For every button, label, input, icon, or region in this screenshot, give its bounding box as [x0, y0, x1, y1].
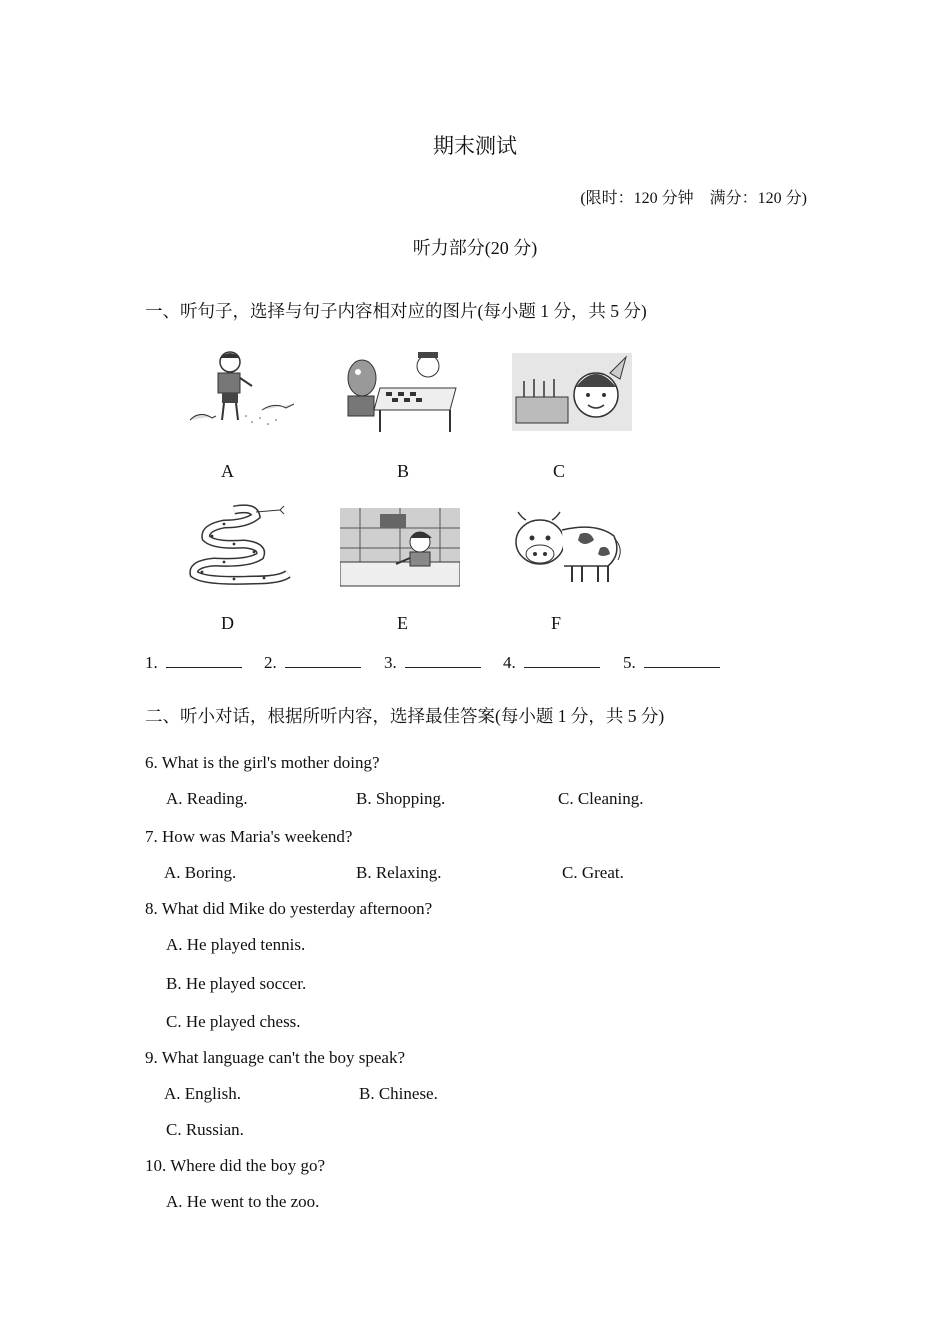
answer-blank[interactable]: 4.	[503, 651, 600, 673]
option[interactable]: A. English.	[164, 1084, 241, 1103]
option[interactable]: B. Relaxing.	[356, 863, 442, 882]
time-limit: (限时：120 分钟 满分：120 分)	[580, 190, 807, 207]
option[interactable]: A. Boring.	[164, 863, 237, 882]
answer-blank[interactable]: 3.	[384, 651, 481, 673]
snake-icon	[184, 502, 304, 586]
part-heading: 听力部分(20 分)	[412, 238, 538, 258]
option[interactable]: B. Chinese.	[359, 1084, 438, 1103]
picture-letter: F	[551, 613, 562, 633]
picture-letter: A	[221, 461, 234, 481]
option[interactable]: A. Reading.	[166, 789, 248, 808]
option[interactable]: C. Russian.	[166, 1120, 244, 1139]
option[interactable]: C. He played chess.	[166, 1012, 301, 1031]
option[interactable]: B. Shopping.	[356, 789, 446, 808]
picture-letter: E	[397, 613, 408, 633]
page-title: 期末测试	[433, 134, 517, 158]
question-text: 9. What language can't the boy speak?	[145, 1048, 406, 1067]
question-text: 6. What is the girl's mother doing?	[145, 753, 380, 772]
question-text: 8. What did Mike do yesterday afternoon?	[145, 899, 433, 918]
girl-cleaning-room-icon	[340, 505, 460, 589]
question-text: 7. How was Maria's weekend?	[145, 827, 353, 846]
picture-letter: B	[397, 461, 410, 481]
kids-playing-chess-icon	[340, 348, 460, 432]
option[interactable]: C. Cleaning.	[558, 789, 644, 808]
picture-letter: C	[553, 461, 566, 481]
birthday-boy-cake-icon	[512, 350, 632, 434]
answer-blank[interactable]: 5.	[623, 651, 720, 673]
option[interactable]: B. He played soccer.	[166, 974, 307, 993]
cow-icon	[510, 505, 630, 589]
answer-blank[interactable]: 1.	[145, 651, 242, 673]
answer-blank[interactable]: 2.	[264, 651, 361, 673]
section1-heading: 一、听句子，选择与句子内容相对应的图片(每小题 1 分，共 5 分)	[145, 301, 647, 321]
option[interactable]: A. He went to the zoo.	[166, 1192, 320, 1211]
option[interactable]: A. He played tennis.	[166, 935, 306, 954]
option[interactable]: C. Great.	[562, 863, 624, 882]
picture-letter: D	[221, 613, 234, 633]
section2-heading: 二、听小对话，根据所听内容，选择最佳答案(每小题 1 分，共 5 分)	[145, 706, 665, 726]
question-text: 10. Where did the boy go?	[145, 1156, 326, 1175]
boy-feeding-birds-icon	[182, 348, 302, 432]
